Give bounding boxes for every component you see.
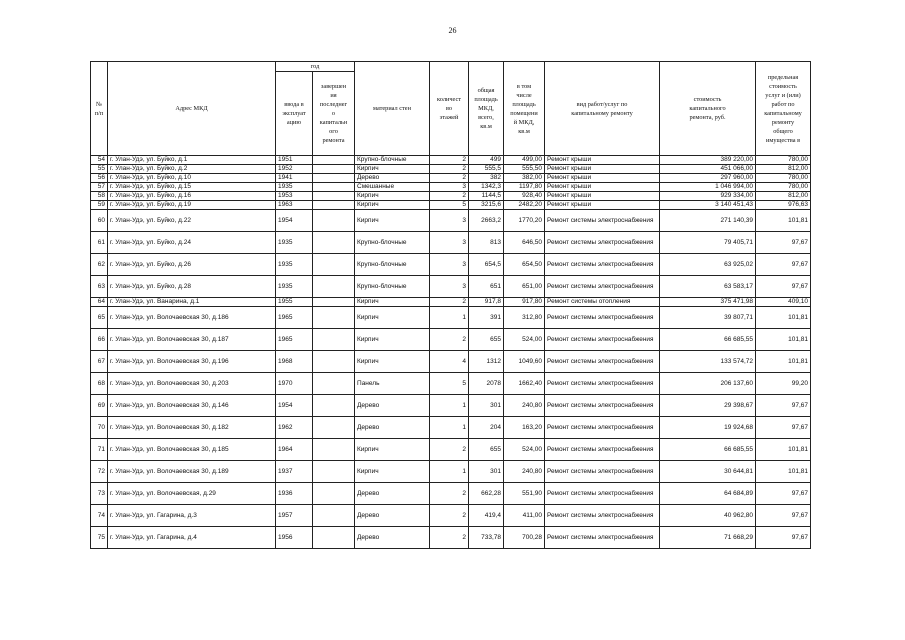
header-address: Адрес МКД (108, 62, 276, 156)
cell-floors: 5 (430, 373, 469, 395)
cell-area-total: 733,78 (469, 527, 504, 549)
cell-wall-material: Кирпич (355, 307, 430, 329)
cell-year-commission: 1965 (276, 307, 313, 329)
cell-unit-cost: 780,00 (756, 174, 811, 183)
cell-area-premises: 555,50 (504, 165, 545, 174)
cell-work-type: Ремонт крыши (545, 174, 660, 183)
cell-year-repair (313, 156, 355, 165)
cell-floors: 2 (430, 439, 469, 461)
cell-year-commission: 1970 (276, 373, 313, 395)
cell-year-repair (313, 395, 355, 417)
cell-area-premises: 411,00 (504, 505, 545, 527)
cell-floors: 3 (430, 276, 469, 298)
cell-area-total: 1144,5 (469, 192, 504, 201)
cell-area-total: 419,4 (469, 505, 504, 527)
cell-cost: 19 924,68 (660, 417, 756, 439)
cell-wall-material: Крупно-блочные (355, 156, 430, 165)
header-wall-material: материал стен (355, 62, 430, 156)
cell-work-type: Ремонт системы электроснабжения (545, 461, 660, 483)
cell-wall-material: Дерево (355, 395, 430, 417)
cell-address: г. Улан-Удэ, ул. Волочаевская 30, д.187 (108, 329, 276, 351)
cell-row-number: 66 (91, 329, 108, 351)
cell-address: г. Улан-Удэ, ул. Буйко, д.26 (108, 254, 276, 276)
cell-year-repair (313, 192, 355, 201)
cell-address: г. Улан-Удэ, ул. Буйко, д.10 (108, 174, 276, 183)
cell-cost: 389 220,00 (660, 156, 756, 165)
cell-cost: 29 398,67 (660, 395, 756, 417)
cell-work-type: Ремонт системы электроснабжения (545, 210, 660, 232)
cell-floors: 3 (430, 232, 469, 254)
cell-cost: 30 644,81 (660, 461, 756, 483)
cell-year-commission: 1952 (276, 165, 313, 174)
cell-address: г. Улан-Удэ, ул. Волочаевская 30, д.182 (108, 417, 276, 439)
cell-area-premises: 654,50 (504, 254, 545, 276)
cell-wall-material: Дерево (355, 505, 430, 527)
cell-area-premises: 651,00 (504, 276, 545, 298)
cell-year-repair (313, 183, 355, 192)
cell-year-repair (313, 254, 355, 276)
cell-area-total: 655 (469, 439, 504, 461)
cell-row-number: 67 (91, 351, 108, 373)
cell-area-premises: 700,28 (504, 527, 545, 549)
cell-address: г. Улан-Удэ, ул. Волочаевская 30, д.196 (108, 351, 276, 373)
cell-year-commission: 1935 (276, 276, 313, 298)
cell-cost: 451 066,00 (660, 165, 756, 174)
cell-wall-material: Кирпич (355, 210, 430, 232)
cell-wall-material: Кирпич (355, 461, 430, 483)
cell-year-repair (313, 307, 355, 329)
cell-area-total: 3215,6 (469, 201, 504, 210)
table-row (91, 505, 811, 527)
cell-work-type: Ремонт системы электроснабжения (545, 307, 660, 329)
cell-area-total: 382 (469, 174, 504, 183)
table-row (91, 417, 811, 439)
cell-area-premises: 382,00 (504, 174, 545, 183)
cell-area-premises: 499,00 (504, 156, 545, 165)
cell-floors: 2 (430, 483, 469, 505)
cell-year-commission: 1951 (276, 156, 313, 165)
table-row (91, 201, 811, 210)
cell-wall-material: Панель (355, 373, 430, 395)
cell-year-repair (313, 351, 355, 373)
cell-work-type: Ремонт системы отопления (545, 298, 660, 307)
cell-year-repair (313, 505, 355, 527)
cell-address: г. Улан-Удэ, ул. Волочаевская 30, д.146 (108, 395, 276, 417)
cell-area-total: 662,28 (469, 483, 504, 505)
cell-area-premises: 646,50 (504, 232, 545, 254)
cell-cost: 79 405,71 (660, 232, 756, 254)
table-row (91, 527, 811, 549)
cell-unit-cost: 812,00 (756, 192, 811, 201)
cell-address: г. Улан-Удэ, ул. Буйко, д.24 (108, 232, 276, 254)
cell-address: г. Улан-Удэ, ул. Волочаевская, д.29 (108, 483, 276, 505)
cell-floors: 3 (430, 210, 469, 232)
header-cost: стоимость капитального ремонта, руб. (660, 62, 756, 156)
cell-address: г. Улан-Удэ, ул. Буйко, д.1 (108, 156, 276, 165)
cell-row-number: 56 (91, 174, 108, 183)
cell-wall-material: Дерево (355, 527, 430, 549)
cell-cost: 66 685,55 (660, 329, 756, 351)
cell-cost: 271 140,39 (660, 210, 756, 232)
cell-area-total: 1312 (469, 351, 504, 373)
cell-wall-material: Кирпич (355, 439, 430, 461)
cell-floors: 1 (430, 395, 469, 417)
cell-work-type: Ремонт крыши (545, 165, 660, 174)
cell-area-total: 813 (469, 232, 504, 254)
cell-year-repair (313, 276, 355, 298)
cell-row-number: 54 (91, 156, 108, 165)
cell-floors: 2 (430, 298, 469, 307)
cell-wall-material: Смешанные (355, 183, 430, 192)
cell-year-commission: 1954 (276, 395, 313, 417)
cell-area-total: 499 (469, 156, 504, 165)
cell-floors: 2 (430, 192, 469, 201)
cell-address: г. Улан-Удэ, ул. Буйко, д.15 (108, 183, 276, 192)
cell-wall-material: Дерево (355, 417, 430, 439)
cell-work-type: Ремонт крыши (545, 192, 660, 201)
cell-cost: 63 583,17 (660, 276, 756, 298)
cell-unit-cost: 101,81 (756, 351, 811, 373)
cell-year-repair (313, 527, 355, 549)
cell-address: г. Улан-Удэ, ул. Волочаевская 30, д.189 (108, 461, 276, 483)
cell-floors: 2 (430, 156, 469, 165)
cell-area-total: 2078 (469, 373, 504, 395)
cell-work-type: Ремонт системы электроснабжения (545, 351, 660, 373)
cell-unit-cost: 976,63 (756, 201, 811, 210)
table-row (91, 165, 811, 174)
cell-row-number: 71 (91, 439, 108, 461)
cell-address: г. Улан-Удэ, ул. Гагарина, д.4 (108, 527, 276, 549)
cell-cost: 63 925,02 (660, 254, 756, 276)
table-row (91, 276, 811, 298)
cell-row-number: 58 (91, 192, 108, 201)
cell-year-commission: 1941 (276, 174, 313, 183)
cell-address: г. Улан-Удэ, ул. Волочаевская 30, д.203 (108, 373, 276, 395)
cell-cost: 40 962,80 (660, 505, 756, 527)
cell-work-type: Ремонт системы электроснабжения (545, 439, 660, 461)
cell-year-commission: 1964 (276, 439, 313, 461)
table-row (91, 307, 811, 329)
cell-unit-cost: 97,67 (756, 483, 811, 505)
header-area-total: общая площадь МКД, всего, кв.м (469, 62, 504, 156)
header-year-repair: завершен ия последнег о капитальн ого ремонта (313, 72, 355, 156)
cell-cost: 66 685,55 (660, 439, 756, 461)
cell-area-total: 655 (469, 329, 504, 351)
cell-work-type: Ремонт крыши (545, 156, 660, 165)
cell-area-total: 654,5 (469, 254, 504, 276)
cell-year-commission: 1936 (276, 483, 313, 505)
cell-work-type: Ремонт системы электроснабжения (545, 527, 660, 549)
cell-area-premises: 312,80 (504, 307, 545, 329)
cell-address: г. Улан-Удэ, ул. Волочаевская 30, д.185 (108, 439, 276, 461)
cell-year-repair (313, 417, 355, 439)
cell-area-premises: 240,80 (504, 395, 545, 417)
table-row (91, 298, 811, 307)
header-year-commission: ввода в эксплуат ацию (276, 72, 313, 156)
cell-work-type: Ремонт системы электроснабжения (545, 254, 660, 276)
cell-year-repair (313, 201, 355, 210)
cell-area-premises: 524,00 (504, 439, 545, 461)
cell-unit-cost: 97,67 (756, 395, 811, 417)
cell-wall-material: Кирпич (355, 192, 430, 201)
cell-area-premises: 1197,80 (504, 183, 545, 192)
cell-year-repair (313, 373, 355, 395)
cell-year-commission: 1963 (276, 201, 313, 210)
cell-work-type: Ремонт крыши (545, 183, 660, 192)
cell-area-premises: 240,80 (504, 461, 545, 483)
cell-area-premises: 1662,40 (504, 373, 545, 395)
cell-wall-material: Кирпич (355, 201, 430, 210)
cell-year-commission: 1955 (276, 298, 313, 307)
cell-work-type: Ремонт системы электроснабжения (545, 417, 660, 439)
cell-work-type: Ремонт системы электроснабжения (545, 329, 660, 351)
cell-unit-cost: 101,81 (756, 461, 811, 483)
cell-year-commission: 1968 (276, 351, 313, 373)
cell-year-commission: 1954 (276, 210, 313, 232)
cell-floors: 2 (430, 165, 469, 174)
cell-work-type: Ремонт системы электроснабжения (545, 276, 660, 298)
cell-address: г. Улан-Удэ, ул. Волочаевская 30, д.186 (108, 307, 276, 329)
cell-unit-cost: 97,67 (756, 417, 811, 439)
cell-unit-cost: 101,81 (756, 439, 811, 461)
cell-floors: 5 (430, 201, 469, 210)
cell-wall-material: Крупно-блочные (355, 232, 430, 254)
cell-year-commission: 1957 (276, 505, 313, 527)
cell-row-number: 59 (91, 201, 108, 210)
cell-row-number: 64 (91, 298, 108, 307)
cell-area-premises: 928,40 (504, 192, 545, 201)
cell-row-number: 70 (91, 417, 108, 439)
cell-year-repair (313, 461, 355, 483)
cell-area-total: 555,5 (469, 165, 504, 174)
cell-area-total: 204 (469, 417, 504, 439)
header-num: № п/п (91, 62, 108, 156)
cell-address: г. Улан-Удэ, ул. Буйко, д.16 (108, 192, 276, 201)
header-area-premises: в том числе площадь помещени й МКД, кв.м (504, 62, 545, 156)
cell-work-type: Ремонт системы электроснабжения (545, 505, 660, 527)
cell-floors: 3 (430, 254, 469, 276)
table-row (91, 183, 811, 192)
cell-row-number: 75 (91, 527, 108, 549)
cell-unit-cost: 97,67 (756, 527, 811, 549)
cell-cost: 297 960,00 (660, 174, 756, 183)
cell-row-number: 57 (91, 183, 108, 192)
cell-area-total: 2663,2 (469, 210, 504, 232)
header-year-group: год (276, 62, 355, 72)
cell-row-number: 74 (91, 505, 108, 527)
table-row (91, 254, 811, 276)
cell-wall-material: Кирпич (355, 298, 430, 307)
cell-year-repair (313, 232, 355, 254)
cell-floors: 2 (430, 174, 469, 183)
cell-unit-cost: 780,00 (756, 156, 811, 165)
cell-row-number: 63 (91, 276, 108, 298)
cell-address: г. Улан-Удэ, ул. Ванарина, д.1 (108, 298, 276, 307)
cell-area-premises: 917,80 (504, 298, 545, 307)
cell-floors: 2 (430, 329, 469, 351)
cell-work-type: Ремонт системы электроснабжения (545, 232, 660, 254)
cell-work-type: Ремонт системы электроснабжения (545, 483, 660, 505)
cell-wall-material: Дерево (355, 174, 430, 183)
cell-cost: 64 684,89 (660, 483, 756, 505)
cell-wall-material: Крупно-блочные (355, 276, 430, 298)
cell-row-number: 62 (91, 254, 108, 276)
cell-floors: 4 (430, 351, 469, 373)
cell-area-premises: 551,90 (504, 483, 545, 505)
cell-year-commission: 1935 (276, 254, 313, 276)
cell-unit-cost: 101,81 (756, 329, 811, 351)
cell-area-total: 651 (469, 276, 504, 298)
cell-area-total: 917,8 (469, 298, 504, 307)
cell-year-repair (313, 298, 355, 307)
table-row (91, 192, 811, 201)
capital-repair-table (90, 61, 811, 549)
cell-row-number: 69 (91, 395, 108, 417)
cell-year-repair (313, 483, 355, 505)
cell-year-repair (313, 174, 355, 183)
cell-unit-cost: 409,10 (756, 298, 811, 307)
cell-address: г. Улан-Удэ, ул. Буйко, д.19 (108, 201, 276, 210)
cell-address: г. Улан-Удэ, ул. Буйко, д.28 (108, 276, 276, 298)
cell-row-number: 73 (91, 483, 108, 505)
cell-floors: 1 (430, 461, 469, 483)
cell-wall-material: Кирпич (355, 165, 430, 174)
cell-row-number: 55 (91, 165, 108, 174)
cell-area-total: 301 (469, 395, 504, 417)
cell-unit-cost: 812,00 (756, 165, 811, 174)
cell-year-commission: 1962 (276, 417, 313, 439)
cell-year-commission: 1935 (276, 183, 313, 192)
header-unit-cost: предельная стоимость услуг и (или) работ по капитальному ремонту общего имущества в (756, 62, 811, 156)
cell-cost: 71 668,29 (660, 527, 756, 549)
cell-unit-cost: 97,67 (756, 254, 811, 276)
table-row (91, 395, 811, 417)
cell-year-commission: 1935 (276, 232, 313, 254)
cell-cost: 375 471,98 (660, 298, 756, 307)
cell-row-number: 61 (91, 232, 108, 254)
cell-area-premises: 2482,20 (504, 201, 545, 210)
cell-year-repair (313, 165, 355, 174)
table-row (91, 373, 811, 395)
cell-work-type: Ремонт системы электроснабжения (545, 395, 660, 417)
cell-wall-material: Дерево (355, 483, 430, 505)
cell-cost: 133 574,72 (660, 351, 756, 373)
cell-unit-cost: 101,81 (756, 307, 811, 329)
header-floors: количест во этажей (430, 62, 469, 156)
cell-floors: 2 (430, 505, 469, 527)
cell-floors: 2 (430, 527, 469, 549)
cell-area-premises: 1770,20 (504, 210, 545, 232)
cell-wall-material: Кирпич (355, 329, 430, 351)
cell-year-commission: 1965 (276, 329, 313, 351)
cell-unit-cost: 780,00 (756, 183, 811, 192)
cell-unit-cost: 99,20 (756, 373, 811, 395)
cell-floors: 1 (430, 307, 469, 329)
cell-row-number: 68 (91, 373, 108, 395)
cell-year-repair (313, 439, 355, 461)
cell-year-commission: 1953 (276, 192, 313, 201)
table-row (91, 174, 811, 183)
table-row (91, 329, 811, 351)
page-number: 26 (448, 26, 457, 35)
table-row (91, 351, 811, 373)
cell-work-type: Ремонт крыши (545, 201, 660, 210)
cell-area-total: 1342,3 (469, 183, 504, 192)
table-row (91, 156, 811, 165)
table-row (91, 439, 811, 461)
cell-floors: 3 (430, 183, 469, 192)
cell-unit-cost: 97,67 (756, 232, 811, 254)
cell-cost: 39 807,71 (660, 307, 756, 329)
cell-year-commission: 1937 (276, 461, 313, 483)
cell-cost: 929 334,00 (660, 192, 756, 201)
cell-unit-cost: 97,67 (756, 505, 811, 527)
cell-row-number: 60 (91, 210, 108, 232)
cell-year-repair (313, 210, 355, 232)
cell-address: г. Улан-Удэ, ул. Буйко, д.2 (108, 165, 276, 174)
cell-row-number: 65 (91, 307, 108, 329)
cell-address: г. Улан-Удэ, ул. Гагарина, д.3 (108, 505, 276, 527)
cell-cost: 3 140 451,43 (660, 201, 756, 210)
cell-floors: 1 (430, 417, 469, 439)
table-row (91, 461, 811, 483)
table-body (91, 156, 811, 549)
cell-area-total: 301 (469, 461, 504, 483)
table-row (91, 232, 811, 254)
cell-unit-cost: 101,81 (756, 210, 811, 232)
cell-area-total: 391 (469, 307, 504, 329)
table-row (91, 483, 811, 505)
cell-work-type: Ремонт системы электроснабжения (545, 373, 660, 395)
table-row (91, 210, 811, 232)
cell-year-repair (313, 329, 355, 351)
cell-area-premises: 163,20 (504, 417, 545, 439)
cell-area-premises: 1049,60 (504, 351, 545, 373)
cell-address: г. Улан-Удэ, ул. Буйко, д.22 (108, 210, 276, 232)
cell-cost: 206 137,60 (660, 373, 756, 395)
cell-wall-material: Крупно-блочные (355, 254, 430, 276)
header-work-type: вид работ/услуг по капитальному ремонту (545, 62, 660, 156)
cell-unit-cost: 97,67 (756, 276, 811, 298)
table-header (91, 62, 811, 156)
cell-year-commission: 1956 (276, 527, 313, 549)
cell-cost: 1 046 994,00 (660, 183, 756, 192)
cell-area-premises: 524,00 (504, 329, 545, 351)
cell-row-number: 72 (91, 461, 108, 483)
cell-wall-material: Кирпич (355, 351, 430, 373)
